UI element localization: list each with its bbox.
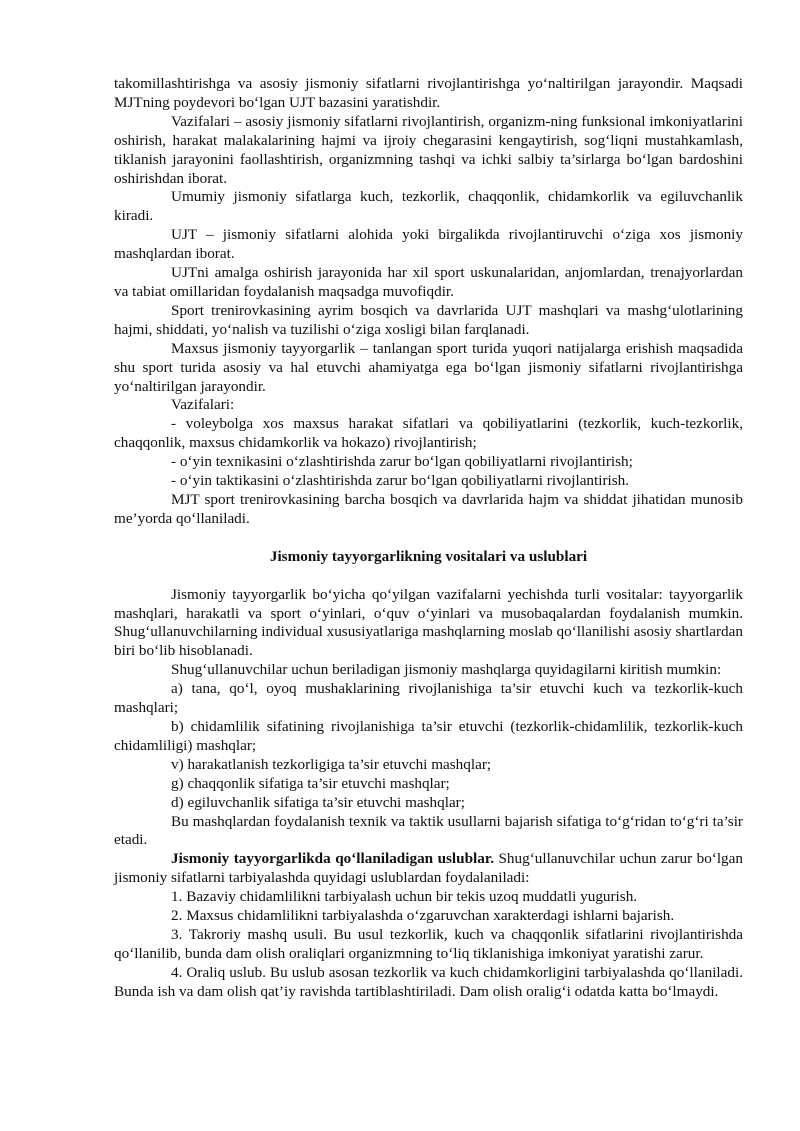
section-heading: Jismoniy tayyorgarlikning vositalari va uslublari [269, 547, 588, 565]
spacer [114, 529, 743, 548]
methods-lead-bold: Jismoniy tayyorgarlikda qo‘llaniladigan uslublar. [171, 850, 494, 868]
methods-lead-rest: Shug‘ullanuvchilar uchun zarur bo‘lgan jismoniy sifatlarni tarbiyalashda quyidagi uslublardan foydalaniladi: [114, 850, 743, 887]
paragraph: Bu mashqlardan foydalanish texnik va taktik usullarni bajarish sifatiga to‘g‘ridan to‘g‘ri ta’sir etadi. [114, 812, 743, 849]
list-item: b) chidamlilik sifatining rivojlanishiga ta’sir etuvchi (tezkorlik-chidamlilik, tezkorlik-kuch chidamliligi) mashqlar; [114, 718, 743, 754]
paragraph: Vazifalari – asosiy jismoniy sifatlarni rivojlantirish, organizm-ning funksional imkoniyatlarini oshirish, harakat malakalarining hajmi va ijroiy chegarasini kengaytirish, sog‘liqni mustahkamlash, tiklanish jarayonini faollashtirish, organizmning tashqi va ichki salbiy ta’sirlarga bo‘lgan bardoshini oshirishdan iborat. [114, 112, 743, 187]
list-item: - o‘yin taktikasini o‘zlashtirishda zarur bo‘lgan qobiliyatlarni rivojlantirish. [171, 472, 630, 490]
paragraph: Vazifalari: [171, 396, 235, 414]
paragraph: UJTni amalga oshirish jarayonida har xil sport uskunalaridan, anjomlardan, trenajyorlardan va tabiat omillaridan foydalanish maqsadga muvofiqdir. [114, 264, 743, 300]
list-item: d) egiluvchanlik sifatiga ta’sir etuvchi mashqlar; [171, 793, 465, 811]
list-item: a) tana, qo‘l, oyoq mushaklarining rivojlanishiga ta’sir etuvchi kuch va tezkorlik-kuch mashqlari; [114, 680, 743, 717]
list-item: - voleybolga xos maxsus harakat sifatlari va qobiliyatlarini (tezkorlik, kuch-tezkorlik, chaqqonlik, maxsus chidamkorlik va hokazo) rivojlantirish; [114, 415, 743, 452]
list-item: - o‘yin texnikasini o‘zlashtirishda zarur bo‘lgan qobiliyatlarni rivojlantirish; [171, 453, 633, 471]
list-item: g) chaqqonlik sifatiga ta’sir etuvchi mashqlar; [171, 774, 450, 792]
methods-paragraph [114, 850, 743, 888]
list-item: 2. Maxsus chidamlilikni tarbiyalashda o‘zgaruvchan xarakterdagi ishlarni bajarish. [171, 907, 675, 925]
spacer [114, 567, 743, 586]
paragraph: UJT – jismoniy sifatlarni alohida yoki birgalikda rivojlantiruvchi o‘ziga xos jismoniy mashqlardan iborat. [114, 226, 743, 263]
list-item: 4. Oraliq uslub. Bu uslub asosan tezkorlik va kuch chidamkorligini tarbiyalashda qo‘llaniladi. Bunda ish va dam olish qat’iy ravishda tartiblashtiriladi. Dam olish oralig‘i odatda katta bo‘lmaydi. [114, 963, 743, 1000]
paragraph: Jismoniy tayyorgarlik bo‘yicha qo‘yilgan vazifalarni yechishda turli vositalar: tayyorgarlik mashqlari, harakatli va sport o‘yinlari, o‘quv o‘yinlari va musobaqalardan foydalanish mumkin. Shug‘ullanuvchilarning individual xususiyatlariga mashqlarning moslab qo‘llanilishi asosiy shartlardan biri bo‘lib hisoblanadi. [114, 585, 743, 660]
list-item: 3. Takroriy mashq usuli. Bu usul tezkorlik, kuch va chaqqonlik sifatlarini rivojlantirishda qo‘llanilib, bunda dam olish oraliqlari organizmning to‘liq tiklanishiga imkoniyat yaratishi zarur. [114, 925, 743, 962]
list-item: v) harakatlanish tezkorligiga ta’sir etuvchi mashqlar; [171, 755, 492, 773]
paragraph: Sport trenirovkasining ayrim bosqich va davrlarida UJT mashqlari va mashg‘ulotlarining hajmi, shiddati, yo‘nalish va tuzilishi o‘ziga xosligi bilan farqlanadi. [114, 301, 743, 338]
paragraph: Maxsus jismoniy tayyorgarlik – tanlangan sport turida yuqori natijalarga erishish maqsadida shu sport turida asosiy va hal etuvchi ahamiyatga ega bo‘lgan jismoniy sifatlarni rivojlantirishga yo‘naltirilgan jarayondir. [114, 339, 743, 395]
list-item: 1. Bazaviy chidamlilikni tarbiyalash uchun bir tekis uzoq muddatli yugurish. [171, 888, 638, 906]
paragraph: MJT sport trenirovkasining barcha bosqich va davrlarida hajm va shiddat jihatidan munosib me’yorda qo‘llaniladi. [114, 490, 743, 527]
paragraph: Shug‘ullanuvchilar uchun beriladigan jismoniy mashqlarga quyidagilarni kiritish mumkin: [171, 661, 722, 679]
paragraph: takomillashtirishga va asosiy jismoniy sifatlarni rivojlantirishga yo‘naltirilgan jarayondir. Maqsadi MJTning poydevori bo‘lgan UJT bazasini yaratishdir. [114, 75, 743, 111]
paragraph: Umumiy jismoniy sifatlarga kuch, tezkorlik, chaqqonlik, chidamkorlik va egiluvchanlik kiradi. [114, 188, 743, 225]
